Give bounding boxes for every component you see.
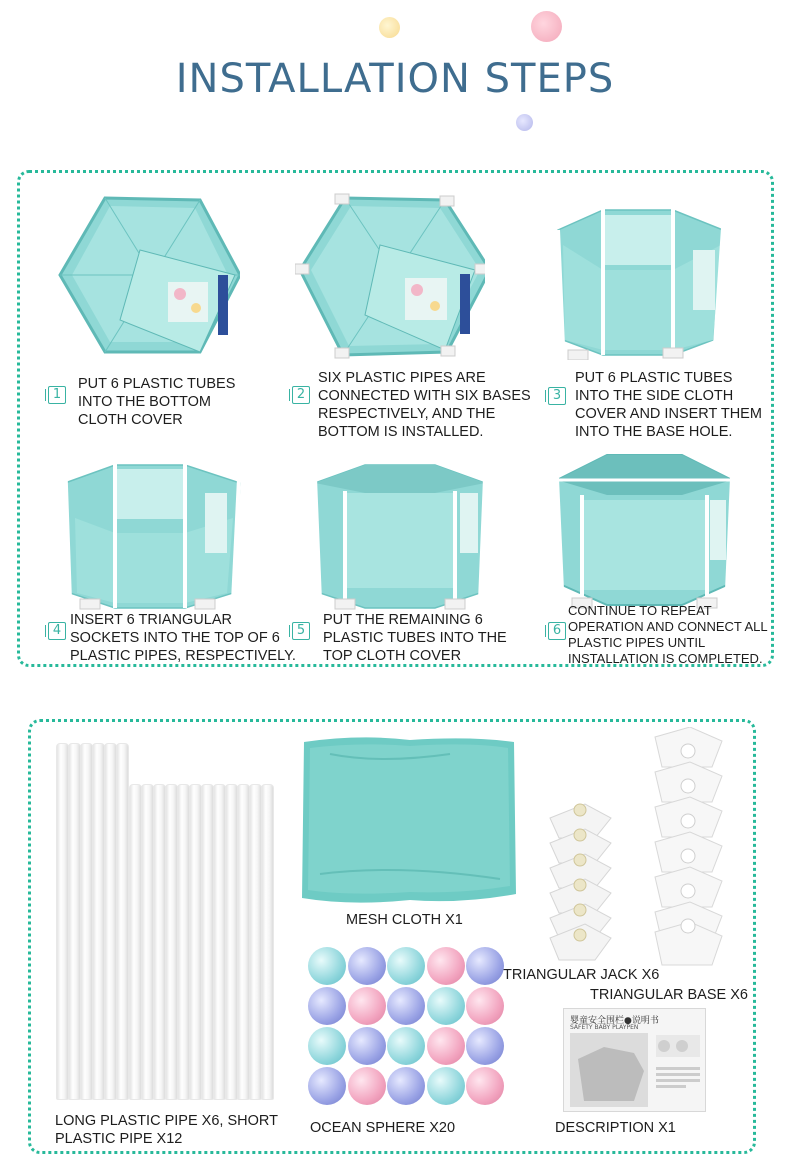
- ocean-sphere-ball: [427, 1067, 465, 1105]
- short-pipe: [261, 784, 274, 1100]
- ocean-sphere-ball: [387, 1067, 425, 1105]
- step-1-number: 1: [48, 386, 66, 404]
- ocean-sphere-ball: [466, 1027, 504, 1065]
- ocean-sphere-ball: [427, 1027, 465, 1065]
- step-1-text: PUT 6 PLASTIC TUBES INTO THE BOTTOM CLOTH COVER: [78, 376, 236, 428]
- mesh-cloth-caption: MESH CLOTH X1: [346, 912, 463, 928]
- ocean-sphere-ball: [308, 947, 346, 985]
- ocean-sphere-ball: [308, 987, 346, 1025]
- ocean-sphere-ball: [387, 987, 425, 1025]
- ocean-sphere-ball: [387, 947, 425, 985]
- ocean-sphere-ball: [466, 1067, 504, 1105]
- step-5-text: PUT THE REMAINING 6 PLASTIC TUBES INTO THE TOP CLOTH COVER: [323, 612, 507, 664]
- triangular-base-image: [650, 727, 725, 972]
- ocean-sphere-ball: [348, 987, 386, 1025]
- manual-heading: 婴童安全围栏●说明书: [570, 1016, 659, 1026]
- ocean-sphere-ball: [387, 1027, 425, 1065]
- description-manual-image: [563, 1008, 706, 1112]
- step-6-number: 6: [548, 622, 566, 640]
- triangular-jack-image: [545, 798, 615, 963]
- step-2-text: SIX PLASTIC PIPES ARE CONNECTED WITH SIX BASES RESPECTIVELY, AND THE BOTTOM IS INSTALLED.: [318, 370, 531, 440]
- step-3-number: 3: [548, 387, 566, 405]
- step-4-image: [55, 448, 245, 618]
- yellow-dot-decoration: [379, 17, 400, 38]
- step-3-text: PUT 6 PLASTIC TUBES INTO THE SIDE CLOTH COVER AND INSERT THEM INTO THE BASE HOLE.: [575, 370, 762, 440]
- step-1-image: [50, 190, 240, 360]
- step-2-number: 2: [292, 386, 310, 404]
- purple-dot-decoration: [516, 114, 533, 131]
- step-4-text: INSERT 6 TRIANGULAR SOCKETS INTO THE TOP OF 6 PLASTIC PIPES, RESPECTIVELY.: [70, 612, 296, 664]
- long-pipe: [116, 743, 129, 1100]
- step-4-number: 4: [48, 622, 66, 640]
- step-6-image: [552, 445, 742, 615]
- triangular-jack-caption: TRIANGULAR JACK X6: [503, 967, 660, 983]
- ocean-sphere-ball: [466, 987, 504, 1025]
- ocean-sphere-ball: [427, 947, 465, 985]
- pink-dot-decoration: [531, 11, 562, 42]
- pipes-caption: LONG PLASTIC PIPE X6, SHORT PLASTIC PIPE X12: [55, 1113, 278, 1147]
- mesh-cloth-image: [300, 734, 518, 906]
- step-6-text: CONTINUE TO REPEAT OPERATION AND CONNECT ALL PLASTIC PIPES UNTIL INSTALLATION IS COMPLETED.: [568, 603, 768, 666]
- step-2-image: [295, 190, 485, 360]
- description-caption: DESCRIPTION X1: [555, 1120, 676, 1136]
- ocean-sphere-ball: [348, 947, 386, 985]
- manual-subheading: SAFETY BABY PLAYPEN: [570, 1024, 639, 1031]
- ocean-sphere-ball: [348, 1067, 386, 1105]
- step-3-image: [543, 190, 733, 360]
- page-title: INSTALLATION STEPS: [175, 56, 615, 102]
- ocean-sphere-ball: [427, 987, 465, 1025]
- ocean-sphere-ball: [348, 1027, 386, 1065]
- ocean-sphere-ball: [466, 947, 504, 985]
- triangular-base-caption: TRIANGULAR BASE X6: [590, 987, 748, 1003]
- ocean-sphere-caption: OCEAN SPHERE X20: [310, 1120, 456, 1136]
- ocean-sphere-ball: [308, 1027, 346, 1065]
- step-5-number: 5: [292, 622, 310, 640]
- ocean-sphere-ball: [308, 1067, 346, 1105]
- step-5-image: [305, 448, 495, 618]
